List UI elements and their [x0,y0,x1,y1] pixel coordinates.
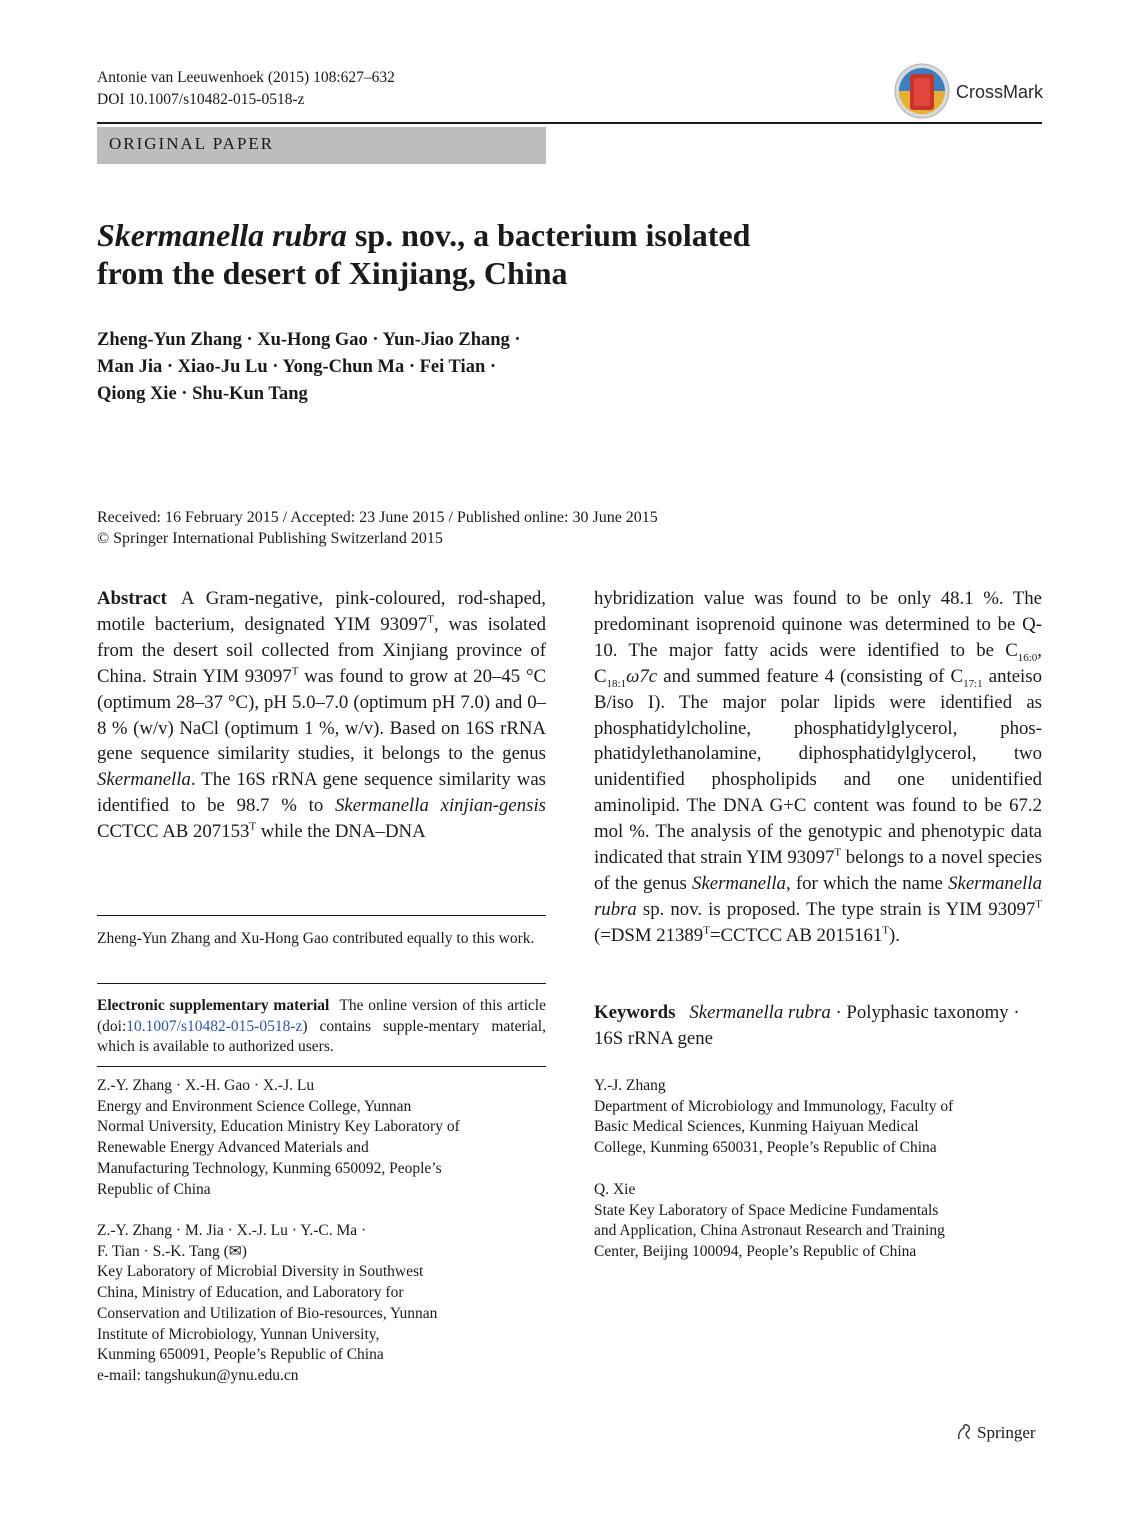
affiliation-line: Republic of China [97,1180,211,1198]
affiliation-block [594,1180,1042,1263]
title-species: Skermanella rubra [97,217,347,253]
type-superscript: T [834,846,842,859]
abstract-text: , C [594,639,1042,687]
affiliation-line: e-mail: tangshukun@ynu.edu.cn [97,1366,299,1384]
contribution-note: Zheng-Yun Zhang and Xu-Hong Gao contributed equally to this work. [97,930,535,947]
abstract-text: sp. nov. is proposed. The type strain is YIM 93097 [636,898,1036,920]
affiliation-line: College, Kunming 650031, People’s Republic of China [594,1139,937,1157]
doi-link[interactable]: 10.1007/s10482-015-0518-z [126,1017,303,1035]
abstract-text: =CCTCC AB 2015161 [709,924,883,946]
esm-heading: Electronic supplementary material [97,997,330,1014]
affiliation-line: Manufacturing Technology, Kunming 650092, People’s [97,1159,442,1177]
author-list [97,327,617,408]
abstract-left-column [97,586,546,845]
date-history: Received: 16 February 2015 / Accepted: 23 June 2015 / Published online: 30 June 2015 [97,509,658,526]
footnote-rule [97,915,546,916]
affiliation-line: Kunming 650091, People’s Republic of China [97,1346,384,1364]
affiliation-line: Conservation and Utilization of Bio-resources, Yunnan [97,1304,438,1322]
omega-notation: ω7c [626,665,658,687]
springer-horse-icon [955,1423,973,1446]
header-rule [97,122,1042,124]
abstract-text: anteiso B/iso I). The major polar lipids were identified as phosphatidylcholine, phosphatidylglycerol, phos-phatidylethanolamine, diphosphatidylglycerol, two unidentified phospholipids and one unidentified aminolipid. The DNA G+C content was found to be 67.2 mol %. The analysis of the genotypic and phenotypic data indicated that strain YIM 93097 [594,665,1042,869]
footnote-rule [97,983,546,984]
esm-text: ) contains supple-mentary material, which is available to authorized users. [97,1017,546,1056]
title-line2: from the desert of Xinjiang, China [97,255,568,291]
affiliation-line: Z.-Y. Zhang · X.-H. Gao · X.-J. Lu [97,1077,315,1094]
author-line[interactable]: Man Jia · Xiao-Ju Lu · Yong-Chun Ma · Fei Tian · [97,357,497,377]
affiliation-line: Department of Microbiology and Immunology, Faculty of [594,1097,954,1115]
abstract-text: (=DSM 21389 [594,924,704,946]
paper-type-label: ORIGINAL PAPER [109,134,275,153]
type-superscript: T [249,820,257,833]
esm-text: The online version of this article (doi: [97,997,546,1035]
subscript: 17:1 [963,677,983,690]
abstract-text: hybridization value was found to be only 48.1 %. The predominant isoprenoid quinone was determined to be Q-10. The major fatty acids were identified to be C [594,588,1042,661]
genus-name: Skermanella [97,769,191,791]
type-superscript: T [1035,898,1042,911]
keywords-heading: Keywords [594,1002,676,1023]
paper-title [97,216,857,292]
type-superscript: T [882,924,890,937]
affiliation-line: China, Ministry of Education, and Laboratory for [97,1284,404,1302]
abstract-text: belongs to a novel species of the genus [594,847,1042,894]
title-line1-rest: sp. nov., a bacterium isolated [346,217,751,253]
abstract-text: , for which the name [785,872,949,894]
affiliation-line: Energy and Environment Science College, Yunnan [97,1097,412,1115]
affiliation-line: Basic Medical Sciences, Kunming Haiyuan Medical [594,1118,919,1136]
affiliation-line: Key Laboratory of Microbial Diversity in Southwest [97,1263,424,1281]
affiliation-line: Renewable Energy Advanced Materials and [97,1139,369,1157]
abstract-text: ). [889,924,900,946]
type-superscript: T [291,665,299,678]
copyright: © Springer International Publishing Switzerland 2015 [97,530,443,547]
subscript: 18:1 [606,677,627,690]
subscript: 16:0 [1017,651,1038,664]
genus-name: Skermanella [692,872,786,894]
abstract-heading: Abstract [97,588,167,609]
abstract-right-column [594,586,1042,949]
keywords [594,1000,1042,1052]
species-name: Skermanella xinjian-gensis [334,795,546,817]
publisher-name: Springer [977,1423,1036,1442]
abstract-text: while the DNA–DNA [256,821,426,843]
type-superscript: T [427,613,434,626]
crossmark-label: CrossMark [956,82,1044,102]
keyword: Skermanella rubra [689,1002,831,1023]
type-superscript: T [703,924,710,937]
author-line[interactable]: Qiong Xie · Shu-Kun Tang [97,384,308,404]
publisher-footer [955,1423,1036,1446]
affiliation-block [97,1076,546,1200]
species-name: Skermanella rubra [594,872,1042,920]
doi: DOI 10.1007/s10482-015-0518-z [97,91,305,108]
affiliation-line: F. Tian · S.-K. Tang (✉) [97,1242,247,1260]
crossmark-icon [893,62,953,120]
affiliation-line: and Application, China Astronaut Research and Training [594,1222,945,1240]
supplementary-note [97,996,546,1058]
abstract-text: was found to grow at 20–45 °C (optimum 28–37 °C), pH 5.0–7.0 (optimum pH 7.0) and 0–8 % (w/v) NaCl (optimum 1 %, w/v). Based on 16S rRNA gene sequence similarity studies, it belongs to the genus [97,665,546,765]
footnote-rule [97,1066,546,1067]
keyword: · Polyphasic taxonomy · 16S rRNA gene [594,1002,1020,1049]
affiliation-line: Center, Beijing 100094, People’s Republic of China [594,1243,917,1261]
affiliation-line: Institute of Microbiology, Yunnan University, [97,1325,380,1343]
author-line[interactable]: Zheng-Yun Zhang · Xu-Hong Gao · Yun-Jiao Zhang · [97,330,521,350]
abstract-text: and summed feature 4 (consisting of C [657,665,964,687]
publication-dates [97,507,658,549]
affiliation-line: Normal University, Education Ministry Key Laboratory of [97,1118,460,1136]
crossmark-badge[interactable] [893,62,1043,120]
affiliation-line: Q. Xie [594,1181,636,1198]
affiliation-line: State Key Laboratory of Space Medicine Fundamentals [594,1201,939,1219]
affiliation-block [97,1221,546,1387]
abstract-text: A Gram-negative, pink-coloured, rod-shaped, motile bacterium, designated YIM 93097 [97,588,546,635]
journal-reference: Antonie van Leeuwenhoek (2015) 108:627–632 [97,69,395,86]
affiliation-line: Z.-Y. Zhang · M. Jia · X.-J. Lu · Y.-C. Ma · [97,1222,367,1239]
paper-type-banner [97,127,546,164]
abstract-text: , was isolated from the desert soil collected from Xinjiang province of China. Strain YIM 93097 [97,613,546,687]
abstract-text: CCTCC AB 207153 [97,821,250,843]
affiliation-block [594,1076,1042,1159]
affiliation-line: Y.-J. Zhang [594,1077,666,1094]
abstract-text: . The 16S rRNA gene sequence similarity was identified to be 98.7 % to [97,769,546,817]
